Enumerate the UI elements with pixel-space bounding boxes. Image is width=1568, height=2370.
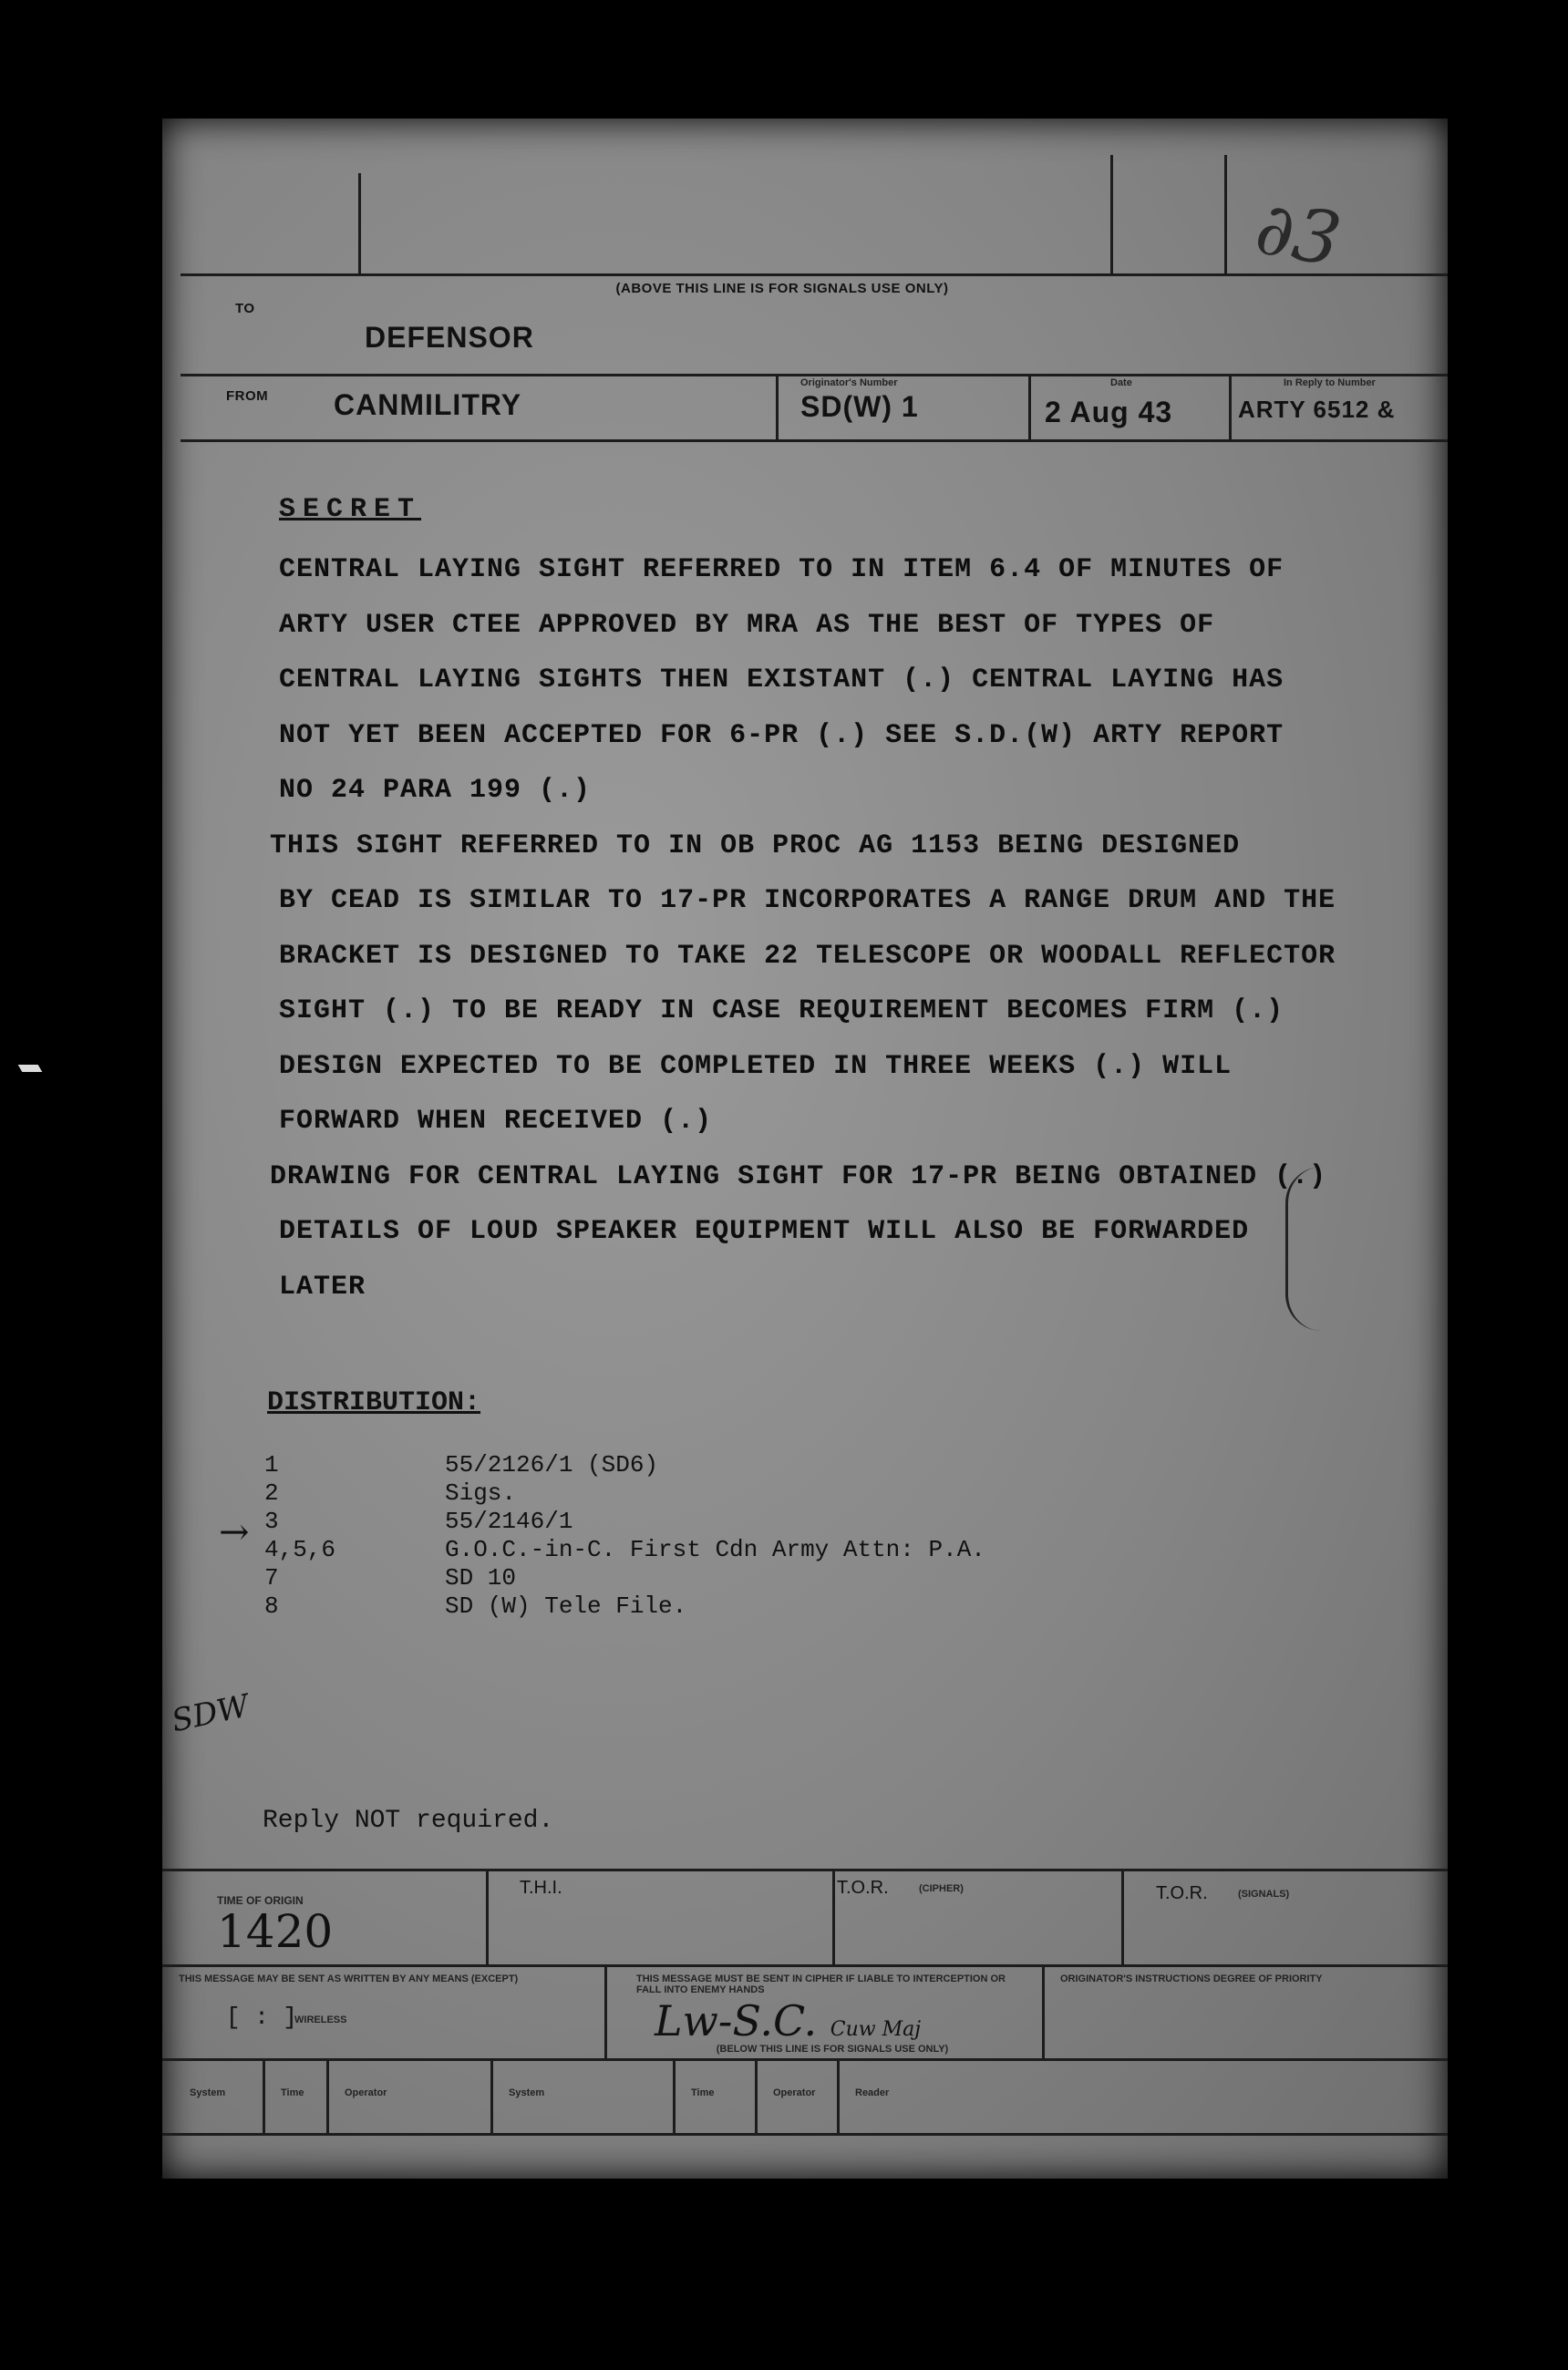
distribution-title: DISTRIBUTION: [267,1387,481,1418]
must-be-sent-note: THIS MESSAGE MUST BE SENT IN CIPHER IF LIABLE TO INTERCEPTION OR FALL INTO ENEMY HANDS [636,1973,1006,1995]
originator-value: SD(W) 1 [800,390,919,423]
date-label: Date [1110,377,1132,388]
date-value: 2 Aug 43 [1045,396,1173,428]
footer-divider [486,1869,489,1964]
body-line: SIGHT (.) TO BE READY IN CASE REQUIREMENT BECOMES FIRM (.) [279,995,1284,1026]
message-form [162,118,1448,2179]
signals-column-divider [326,2058,329,2133]
edge-mark [18,1065,43,1072]
signals-column-divider [837,2058,840,2133]
signals-column-header: Time [281,2087,304,2098]
footer-divider [604,1964,607,2058]
distribution-destination: SD 10 [445,1564,517,1592]
distribution-number: 1 [264,1451,279,1479]
distribution-destination: G.O.C.-in-C. First Cdn Army Attn: P.A. [445,1536,985,1563]
signals-column-divider [755,2058,758,2133]
wireless-box: [ : ] [226,2004,298,2031]
body-line: DETAILS OF LOUD SPEAKER EQUIPMENT WILL ALSO BE FORWARDED [279,1216,1250,1247]
thi-label: T.H.I. [520,1878,562,1898]
from-label: FROM [226,388,269,404]
tor-signals-label: T.O.R. [1156,1883,1208,1903]
margin-bracket [1285,1167,1325,1331]
tor-cipher-label: T.O.R. [837,1878,889,1898]
distribution-destination: 55/2146/1 [445,1508,573,1535]
body-line: NOT YET BEEN ACCEPTED FOR 6-PR (.) SEE S.D.(W) ARTY REPORT [279,719,1284,751]
body-line: LATER [279,1271,366,1303]
footer-rule-1 [162,1869,1448,1871]
body-line: CENTRAL LAYING SIGHTS THEN EXISTANT (.) CENTRAL LAYING HAS [279,665,1284,696]
signature: Lw-S.C. Cuw Maj [655,1996,922,2045]
distribution-destination: Sigs. [445,1479,517,1507]
distribution-number: 4,5,6 [264,1536,336,1563]
footer-rule-2 [162,1964,1448,1967]
corner-handwriting: ∂3 [1249,184,1347,283]
arrow-mark: → [219,1511,250,1553]
header-divider [1110,155,1113,273]
body-line: BRACKET IS DESIGNED TO TAKE 22 TELESCOPE OR WOODALL REFLECTOR [279,940,1336,972]
from-value: CANMILITRY [334,388,522,421]
header-divider [776,374,779,439]
header-divider [358,173,361,273]
signals-column-header: Operator [345,2087,387,2098]
distribution-number: 7 [264,1564,279,1592]
reply-note: Reply NOT required. [263,1807,554,1835]
header-rule-top [181,273,1448,276]
signals-column-header: System [509,2087,545,2098]
signals-column-header: Operator [773,2087,816,2098]
body-line: DRAWING FOR CENTRAL LAYING SIGHT FOR 17-PR BEING OBTAINED (.) [270,1160,1327,1192]
signals-column-divider [263,2058,265,2133]
footer-divider [832,1869,835,1964]
body-line: DESIGN EXPECTED TO BE COMPLETED IN THREE WEEKS (.) WILL [279,1050,1233,1082]
tor-signals-sub: (SIGNALS) [1238,1889,1290,1900]
header-rule-mid [181,374,1448,376]
tor-cipher-sub: (CIPHER) [919,1883,964,1894]
originator-instructions: ORIGINATOR'S INSTRUCTIONS DEGREE OF PRIORITY [1060,1973,1323,1984]
signals-column-divider [673,2058,676,2133]
header-divider [1224,155,1227,273]
initials: SDW [168,1687,253,1740]
body-line: THIS SIGHT REFERRED TO IN OB PROC AG 1153 BEING DESIGNED [270,830,1241,861]
signals-column-header: System [190,2087,226,2098]
above-line-note: (ABOVE THIS LINE IS FOR SIGNALS USE ONLY) [615,281,949,296]
distribution-number: 2 [264,1479,279,1507]
header-rule-bottom [181,439,1448,442]
footer-divider [1042,1964,1045,2058]
signals-column-header: Time [691,2087,715,2098]
body-line: FORWARD WHEN RECEIVED (.) [279,1106,713,1137]
reply-to-label: In Reply to Number [1284,377,1376,388]
wireless-label: WIRELESS [294,2014,347,2025]
header-divider [1028,374,1031,439]
body-line: NO 24 PARA 199 (.) [279,775,592,806]
footer-divider [1121,1869,1124,1964]
to-label: TO [235,301,255,316]
may-be-sent-note: THIS MESSAGE MAY BE SENT AS WRITTEN BY ANY MEANS (EXCEPT) [179,1973,519,1984]
distribution-number: 3 [264,1508,279,1535]
footer-rule-4 [162,2133,1448,2136]
originator-label: Originator's Number [800,377,898,388]
to-value: DEFENSOR [365,321,534,354]
footer-rule-3 [162,2058,1448,2061]
reply-to-value: ARTY 6512 & [1238,396,1396,423]
time-of-origin-label: TIME OF ORIGIN [217,1894,304,1907]
time-of-origin-value: 1420 [217,1905,334,1958]
distribution-destination: 55/2126/1 (SD6) [445,1451,659,1479]
distribution-number: 8 [264,1592,279,1620]
signals-column-divider [490,2058,493,2133]
distribution-destination: SD (W) Tele File. [445,1592,687,1620]
body-line: CENTRAL LAYING SIGHT REFERRED TO IN ITEM 6.4 OF MINUTES OF [279,554,1284,585]
body-line: ARTY USER CTEE APPROVED BY MRA AS THE BEST OF TYPES OF [279,609,1215,641]
body-line: BY CEAD IS SIMILAR TO 17-PR INCORPORATES A RANGE DRUM AND THE [279,885,1336,916]
signals-column-header: Reader [855,2087,890,2098]
below-line-note: (BELOW THIS LINE IS FOR SIGNALS USE ONLY) [716,2044,949,2055]
classification: SECRET [279,494,422,525]
header-divider [1229,374,1232,439]
